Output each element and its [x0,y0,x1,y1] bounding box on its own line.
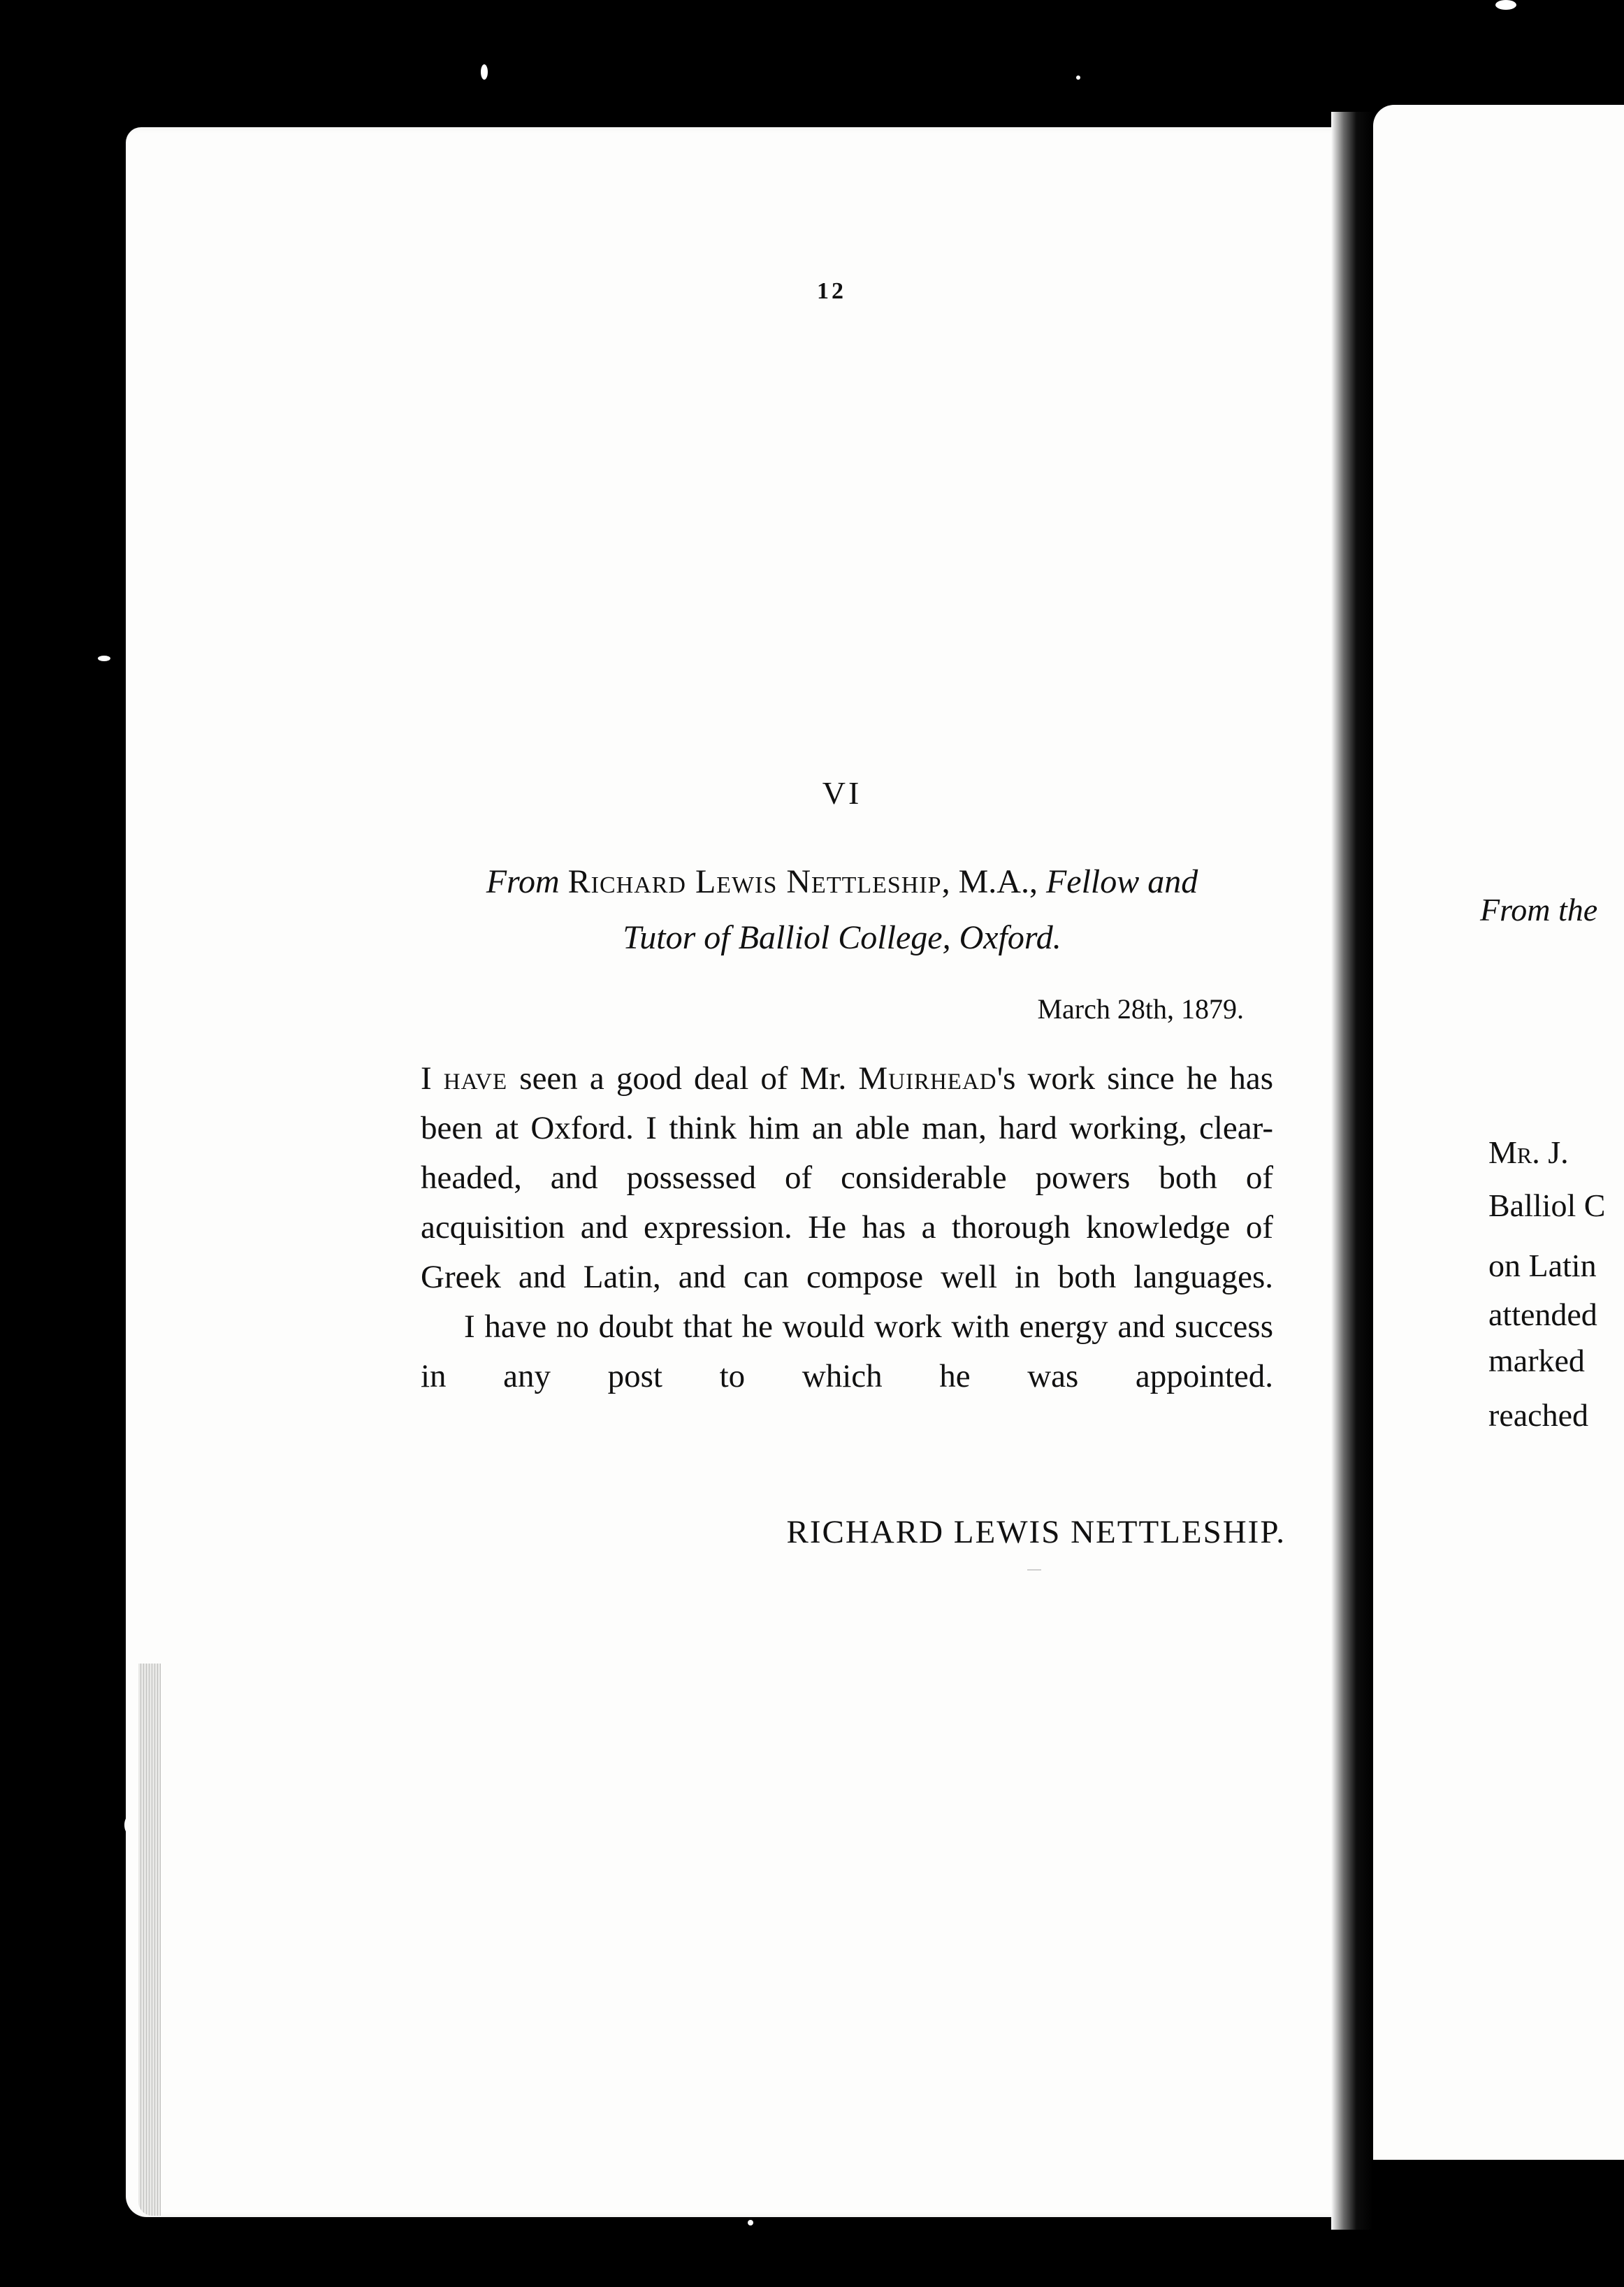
right-page-line: on Latin [1488,1248,1597,1283]
right-page-line: attended [1488,1297,1597,1332]
right-page-line: Balliol C [1488,1188,1606,1223]
letter-date: March 28th, 1879. [1037,993,1244,1025]
page-number: 12 [817,278,846,304]
letter-heading [391,854,1293,966]
heading-role-line1: Fellow and [1045,863,1198,900]
paragraph-1-text-b: 's work since he has been at Oxford. I think him an able man, hard working, clear-headed, and possessed of considerable powers both of acquisition and expression. He has a thorough knowledge of Greek and Latin, and can compose well in both languages. [421,1060,1273,1295]
scan-speck [748,2220,753,2225]
book-gutter [1331,112,1373,2230]
page-edges [138,1664,161,2216]
paragraph-2: I have no doubt that he would work with energy and success in any post to which he was appointed. [421,1308,1273,1394]
paragraph-1 [421,1054,1273,1302]
scan-speck [481,64,488,80]
right-page [1373,105,1624,2160]
heading-author: Richard Lewis Nettleship [567,863,942,900]
signature: RICHARD LEWIS NETTLESHIP. [786,1514,1286,1550]
right-page-heading-fragment: From the [1480,892,1598,928]
right-page-line: Mr. J. [1488,1134,1569,1170]
scan-speck [98,656,110,661]
paragraph-1-text-a: seen a good deal of Mr. [507,1060,859,1097]
heading-role-line2: Tutor of Balliol College, Oxford. [623,919,1061,956]
heading-from: From [486,863,560,900]
right-page-line: marked [1488,1343,1585,1378]
section-number: VI [822,775,862,811]
letter-body [421,1054,1273,1401]
paragraph-1-name: Muirhead [858,1060,997,1097]
heading-degree: , M.A., [941,863,1046,900]
scan-speck [1495,0,1516,10]
paragraph-1-lead-smallcaps: have [443,1060,508,1097]
margin-mark [1027,1569,1041,1571]
right-page-line: reached [1488,1397,1588,1433]
paragraph-1-lead: I [421,1060,444,1097]
scan-speck [1076,75,1080,80]
